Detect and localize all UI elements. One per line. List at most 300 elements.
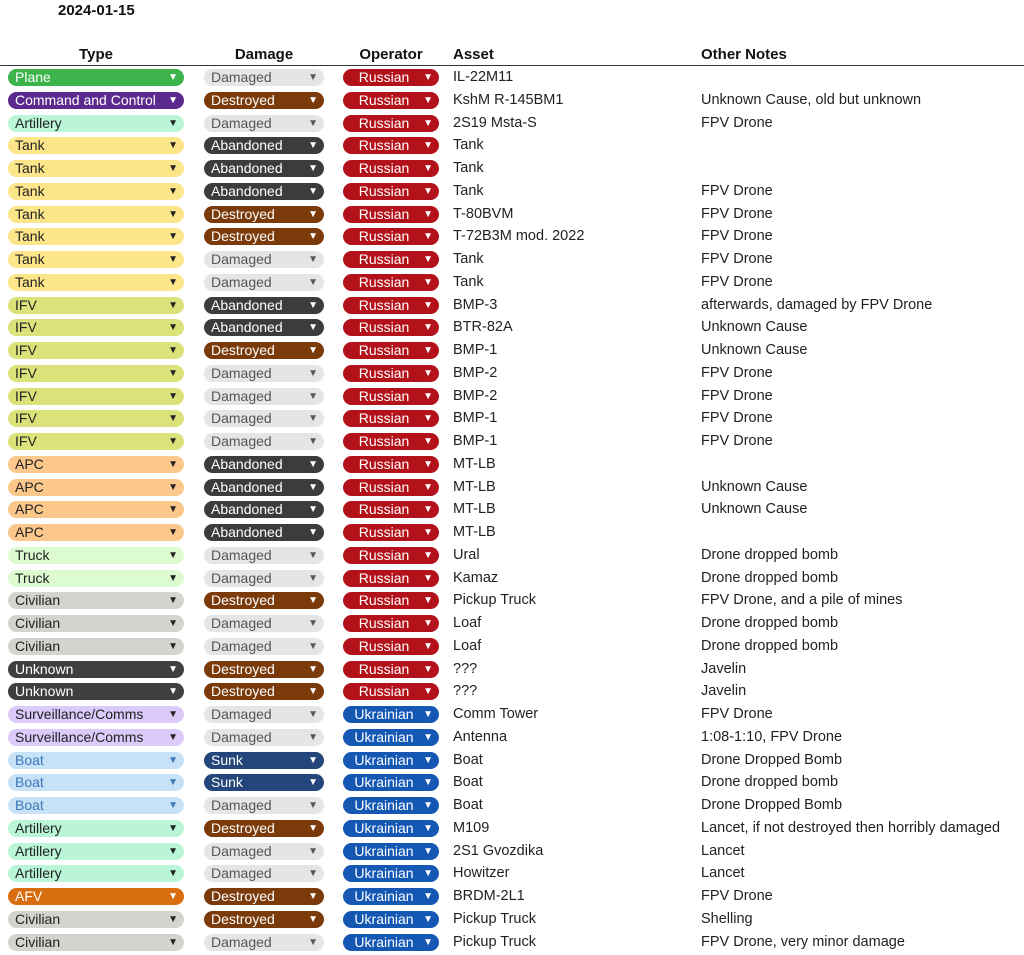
operator-dropdown[interactable]: [343, 137, 439, 154]
type-dropdown[interactable]: [8, 69, 184, 86]
type-value: Tank: [15, 228, 45, 245]
chevron-down-icon: ▼: [423, 822, 433, 834]
type-dropdown[interactable]: [8, 206, 184, 223]
operator-dropdown[interactable]: [343, 752, 439, 769]
damage-dropdown[interactable]: [204, 774, 324, 791]
table-row: [0, 794, 1024, 817]
notes-cell: FPV Drone: [701, 273, 773, 290]
damage-dropdown[interactable]: [204, 342, 324, 359]
table-row: [0, 362, 1024, 385]
damage-value: Damaged: [211, 273, 272, 290]
type-dropdown[interactable]: [8, 638, 184, 655]
notes-cell: Javelin: [701, 660, 747, 677]
chevron-down-icon: ▼: [423, 163, 433, 174]
type-dropdown[interactable]: [8, 228, 184, 245]
chevron-down-icon: ▼: [168, 140, 178, 152]
type-dropdown[interactable]: [8, 388, 184, 405]
damage-dropdown[interactable]: [204, 843, 324, 860]
operator-value: Ukrainian: [354, 865, 414, 882]
damage-dropdown[interactable]: [204, 297, 324, 314]
damage-value: Damaged: [211, 410, 272, 427]
type-value: IFV: [15, 342, 37, 358]
chevron-down-icon: ▼: [423, 299, 433, 311]
operator-dropdown[interactable]: [343, 274, 439, 291]
chevron-down-icon: ▼: [423, 595, 433, 607]
notes-cell: 1:08-1:10, FPV Drone: [701, 728, 843, 745]
asset-cell: IL-22M11: [453, 69, 514, 85]
operator-dropdown[interactable]: [343, 888, 439, 905]
chevron-down-icon: ▼: [423, 390, 433, 402]
chevron-down-icon: ▼: [423, 231, 433, 243]
type-value: Tank: [15, 137, 45, 154]
asset-cell: Boat: [453, 774, 483, 791]
type-value: IFV: [15, 410, 37, 427]
damage-dropdown[interactable]: [204, 228, 324, 245]
chevron-down-icon: ▼: [168, 754, 178, 766]
asset-cell: Howitzer: [453, 865, 510, 882]
operator-value: Russian: [358, 410, 410, 427]
operator-dropdown[interactable]: [343, 911, 439, 928]
operator-dropdown[interactable]: [343, 69, 439, 86]
damage-value: Destroyed: [211, 228, 275, 245]
damage-dropdown[interactable]: [204, 661, 324, 678]
table-row: [0, 862, 1024, 885]
operator-dropdown[interactable]: [343, 797, 439, 814]
operator-dropdown[interactable]: [343, 820, 439, 837]
type-value: Artillery: [15, 114, 62, 131]
type-value: Surveillance/Comms: [15, 706, 144, 722]
operator-value: Russian: [358, 683, 410, 700]
table-row: [0, 749, 1024, 772]
damage-dropdown[interactable]: [204, 524, 324, 541]
operator-dropdown[interactable]: [343, 115, 439, 132]
notes-cell: Drone Dropped Bomb: [701, 797, 843, 813]
chevron-down-icon: ▼: [168, 322, 178, 334]
asset-cell: MT-LB: [453, 478, 496, 495]
table-row: [0, 726, 1024, 749]
chevron-down-icon: ▼: [168, 686, 178, 698]
chevron-down-icon: ▼: [168, 436, 178, 447]
type-dropdown[interactable]: [8, 319, 184, 336]
operator-value: Ukrainian: [354, 751, 414, 768]
notes-cell: Javelin: [701, 683, 747, 700]
operator-value: Ukrainian: [354, 797, 414, 813]
asset-cell: BMP-3: [453, 296, 498, 313]
chevron-down-icon: ▼: [168, 663, 178, 675]
operator-dropdown[interactable]: [343, 638, 439, 655]
chevron-down-icon: ▼: [423, 276, 433, 288]
asset-cell: BTR-82A: [453, 319, 513, 336]
type-dropdown[interactable]: [8, 820, 184, 837]
damage-dropdown[interactable]: [204, 251, 324, 268]
type-dropdown[interactable]: [8, 115, 184, 132]
operator-value: Russian: [358, 273, 410, 290]
asset-cell: T-80BVM: [453, 205, 514, 222]
damage-dropdown[interactable]: [204, 274, 324, 291]
chevron-down-icon: ▼: [168, 800, 178, 811]
chevron-down-icon: ▼: [308, 367, 318, 379]
damage-dropdown[interactable]: [204, 820, 324, 837]
chevron-down-icon: ▼: [168, 845, 178, 857]
type-dropdown[interactable]: [8, 137, 184, 154]
type-dropdown[interactable]: [8, 297, 184, 314]
damage-dropdown[interactable]: [204, 729, 324, 746]
damage-value: Damaged: [211, 364, 272, 381]
chevron-down-icon: ▼: [308, 595, 318, 607]
notes-cell: FPV Drone: [701, 364, 773, 381]
notes-cell: Unknown Cause: [701, 319, 808, 336]
chevron-down-icon: ▼: [308, 504, 318, 516]
chevron-down-icon: ▼: [423, 891, 433, 902]
notes-cell: Shelling: [701, 910, 753, 927]
type-dropdown[interactable]: [8, 501, 184, 518]
operator-dropdown[interactable]: [343, 547, 439, 564]
chevron-down-icon: ▼: [308, 436, 318, 447]
asset-cell: Boat: [453, 797, 483, 813]
damage-dropdown[interactable]: [204, 137, 324, 154]
notes-cell: FPV Drone: [701, 205, 773, 222]
damage-dropdown[interactable]: [204, 683, 324, 700]
type-dropdown[interactable]: [8, 456, 184, 473]
table-row: [0, 157, 1024, 180]
type-dropdown[interactable]: [8, 524, 184, 541]
type-dropdown[interactable]: [8, 683, 184, 700]
type-dropdown[interactable]: [8, 774, 184, 791]
type-value: Civilian: [15, 615, 61, 631]
operator-value: Ukrainian: [354, 706, 414, 722]
table-row: [0, 817, 1024, 840]
damage-dropdown[interactable]: [204, 752, 324, 769]
damage-value: Destroyed: [211, 592, 275, 609]
notes-cell: Unknown Cause, old but unknown: [701, 91, 922, 108]
chevron-down-icon: ▼: [168, 185, 178, 197]
operator-dropdown[interactable]: [343, 683, 439, 700]
chevron-down-icon: ▼: [423, 572, 433, 584]
chevron-down-icon: ▼: [423, 481, 433, 493]
chevron-down-icon: ▼: [168, 936, 178, 948]
notes-cell: Lancet: [701, 865, 745, 882]
type-value: Civilian: [15, 637, 61, 654]
operator-dropdown[interactable]: [343, 183, 439, 200]
operator-value: Russian: [358, 182, 410, 199]
notes-cell: Lancet, if not destroyed then horribly damaged: [701, 819, 1001, 836]
table-row: [0, 567, 1024, 590]
type-dropdown[interactable]: [8, 433, 184, 450]
type-dropdown[interactable]: [8, 479, 184, 496]
type-dropdown[interactable]: [8, 547, 184, 564]
asset-cell: Boat: [453, 751, 483, 768]
operator-value: Russian: [358, 433, 410, 449]
operator-dropdown[interactable]: [343, 456, 439, 473]
operator-value: Russian: [358, 319, 410, 336]
table-row: [0, 840, 1024, 863]
table-row: [0, 476, 1024, 499]
damage-dropdown[interactable]: [204, 319, 324, 336]
damage-value: Destroyed: [211, 910, 275, 927]
damage-dropdown[interactable]: [204, 888, 324, 905]
notes-cell: FPV Drone: [701, 433, 773, 449]
chevron-down-icon: ▼: [423, 140, 433, 152]
damage-dropdown[interactable]: [204, 115, 324, 132]
damage-dropdown[interactable]: [204, 183, 324, 200]
type-dropdown[interactable]: [8, 274, 184, 291]
chevron-down-icon: ▼: [168, 276, 178, 288]
operator-dropdown[interactable]: [343, 501, 439, 518]
type-dropdown[interactable]: [8, 865, 184, 882]
damage-value: Damaged: [211, 114, 272, 131]
damage-value: Damaged: [211, 387, 272, 404]
operator-dropdown[interactable]: [343, 592, 439, 609]
damage-value: Abandoned: [211, 296, 283, 313]
operator-dropdown[interactable]: [343, 297, 439, 314]
type-value: APC: [15, 501, 44, 518]
type-dropdown[interactable]: [8, 843, 184, 860]
operator-value: Russian: [358, 342, 410, 358]
operator-dropdown[interactable]: [343, 729, 439, 746]
type-dropdown[interactable]: [8, 661, 184, 678]
table-row: [0, 612, 1024, 635]
type-value: Civilian: [15, 592, 61, 609]
asset-cell: M109: [453, 819, 490, 836]
damage-value: Abandoned: [211, 501, 283, 518]
damage-value: Damaged: [211, 706, 272, 722]
chevron-down-icon: ▼: [308, 777, 318, 789]
notes-cell: FPV Drone: [701, 228, 773, 245]
damage-dropdown[interactable]: [204, 706, 324, 723]
type-value: IFV: [15, 296, 37, 313]
type-value: Civilian: [15, 933, 61, 950]
type-dropdown[interactable]: [8, 342, 184, 359]
operator-dropdown[interactable]: [343, 934, 439, 951]
table-row: [0, 339, 1024, 362]
type-dropdown[interactable]: [8, 706, 184, 723]
type-value: Surveillance/Comms: [15, 728, 144, 745]
damage-value: Abandoned: [211, 160, 283, 176]
operator-dropdown[interactable]: [343, 228, 439, 245]
table-row: [0, 703, 1024, 726]
chevron-down-icon: ▼: [168, 94, 178, 106]
asset-cell: Loaf: [453, 615, 482, 631]
type-value: Artillery: [15, 865, 62, 882]
type-dropdown[interactable]: [8, 729, 184, 746]
operator-value: Russian: [358, 69, 410, 85]
chevron-down-icon: ▼: [168, 254, 178, 265]
chevron-down-icon: ▼: [168, 367, 178, 379]
damage-dropdown[interactable]: [204, 547, 324, 564]
chevron-down-icon: ▼: [308, 185, 318, 197]
type-value: IFV: [15, 433, 37, 449]
chevron-down-icon: ▼: [423, 913, 433, 925]
table-row: [0, 248, 1024, 271]
asset-cell: Comm Tower: [453, 706, 539, 722]
type-value: Tank: [15, 160, 45, 176]
damage-dropdown[interactable]: [204, 206, 324, 223]
chevron-down-icon: ▼: [308, 458, 318, 470]
chevron-down-icon: ▼: [168, 458, 178, 470]
type-dropdown[interactable]: [8, 911, 184, 928]
chevron-down-icon: ▼: [308, 709, 318, 720]
table-row: [0, 885, 1024, 908]
damage-dropdown[interactable]: [204, 433, 324, 450]
operator-dropdown[interactable]: [343, 251, 439, 268]
damage-value: Damaged: [211, 546, 272, 563]
asset-cell: BMP-2: [453, 387, 498, 404]
table-row: [0, 407, 1024, 430]
type-dropdown[interactable]: [8, 92, 184, 109]
asset-cell: Antenna: [453, 728, 508, 745]
type-dropdown[interactable]: [8, 615, 184, 632]
chevron-down-icon: ▼: [308, 254, 318, 265]
damage-dropdown[interactable]: [204, 934, 324, 951]
asset-cell: Loaf: [453, 637, 482, 654]
notes-cell: Drone dropped bomb: [701, 774, 839, 791]
type-value: Tank: [15, 205, 45, 222]
table-row: [0, 180, 1024, 203]
notes-cell: FPV Drone: [701, 182, 773, 199]
operator-value: Russian: [358, 160, 410, 176]
asset-cell: ???: [453, 683, 478, 700]
damage-dropdown[interactable]: [204, 365, 324, 382]
operator-value: Russian: [358, 615, 410, 631]
operator-dropdown[interactable]: [343, 160, 439, 177]
damage-dropdown[interactable]: [204, 456, 324, 473]
table-row: [0, 658, 1024, 681]
operator-value: Russian: [358, 478, 410, 495]
damage-dropdown[interactable]: [204, 592, 324, 609]
operator-dropdown[interactable]: [343, 479, 439, 496]
chevron-down-icon: ▼: [423, 185, 433, 197]
damage-value: Abandoned: [211, 524, 283, 540]
damage-dropdown[interactable]: [204, 865, 324, 882]
chevron-down-icon: ▼: [168, 345, 178, 356]
operator-dropdown[interactable]: [343, 843, 439, 860]
chevron-down-icon: ▼: [423, 322, 433, 334]
table-row: [0, 544, 1024, 567]
type-value: APC: [15, 524, 44, 540]
operator-dropdown[interactable]: [343, 365, 439, 382]
chevron-down-icon: ▼: [168, 390, 178, 402]
operator-dropdown[interactable]: [343, 524, 439, 541]
chevron-down-icon: ▼: [423, 549, 433, 561]
type-dropdown[interactable]: [8, 752, 184, 769]
damage-dropdown[interactable]: [204, 388, 324, 405]
damage-dropdown[interactable]: [204, 69, 324, 86]
chevron-down-icon: ▼: [168, 481, 178, 493]
damage-dropdown[interactable]: [204, 638, 324, 655]
type-dropdown[interactable]: [8, 570, 184, 587]
operator-dropdown[interactable]: [343, 615, 439, 632]
operator-value: Ukrainian: [354, 910, 414, 927]
chevron-down-icon: ▼: [308, 94, 318, 106]
asset-cell: Tank: [453, 160, 484, 176]
chevron-down-icon: ▼: [308, 276, 318, 288]
operator-value: Ukrainian: [354, 819, 414, 836]
chevron-down-icon: ▼: [308, 549, 318, 561]
chevron-down-icon: ▼: [308, 640, 318, 652]
operator-dropdown[interactable]: [343, 319, 439, 336]
damage-value: Damaged: [211, 728, 272, 745]
damage-value: Abandoned: [211, 319, 283, 336]
damage-dropdown[interactable]: [204, 570, 324, 587]
table-row: [0, 225, 1024, 248]
table-row: [0, 89, 1024, 112]
damage-value: Damaged: [211, 637, 272, 654]
chevron-down-icon: ▼: [308, 845, 318, 857]
operator-dropdown[interactable]: [343, 206, 439, 223]
chevron-down-icon: ▼: [308, 731, 318, 743]
notes-cell: Drone dropped bomb: [701, 569, 839, 586]
type-dropdown[interactable]: [8, 934, 184, 951]
type-dropdown[interactable]: [8, 592, 184, 609]
type-dropdown[interactable]: [8, 183, 184, 200]
chevron-down-icon: ▼: [423, 709, 433, 720]
operator-dropdown[interactable]: [343, 706, 439, 723]
asset-cell: BRDM-2L1: [453, 888, 525, 904]
damage-dropdown[interactable]: [204, 615, 324, 632]
damage-dropdown[interactable]: [204, 501, 324, 518]
notes-cell: Unknown Cause: [701, 501, 808, 518]
column-header-asset: Asset: [453, 46, 494, 63]
type-dropdown[interactable]: [8, 797, 184, 814]
damage-dropdown[interactable]: [204, 479, 324, 496]
damage-dropdown[interactable]: [204, 911, 324, 928]
chevron-down-icon: ▼: [423, 367, 433, 379]
chevron-down-icon: ▼: [423, 527, 433, 538]
chevron-down-icon: ▼: [308, 686, 318, 698]
type-dropdown[interactable]: [8, 888, 184, 905]
type-dropdown[interactable]: [8, 251, 184, 268]
table-row: [0, 385, 1024, 408]
type-dropdown[interactable]: [8, 410, 184, 427]
damage-value: Damaged: [211, 797, 272, 813]
asset-cell: BMP-1: [453, 342, 498, 358]
chevron-down-icon: ▼: [423, 618, 433, 629]
operator-dropdown[interactable]: [343, 865, 439, 882]
chevron-down-icon: ▼: [168, 549, 178, 561]
chevron-down-icon: ▼: [308, 72, 318, 83]
chevron-down-icon: ▼: [423, 436, 433, 447]
chevron-down-icon: ▼: [168, 640, 178, 652]
operator-value: Ukrainian: [354, 842, 414, 859]
operator-dropdown[interactable]: [343, 774, 439, 791]
chevron-down-icon: ▼: [168, 413, 178, 425]
operator-dropdown[interactable]: [343, 388, 439, 405]
type-dropdown[interactable]: [8, 160, 184, 177]
chevron-down-icon: ▼: [423, 640, 433, 652]
chevron-down-icon: ▼: [168, 709, 178, 720]
damage-dropdown[interactable]: [204, 797, 324, 814]
damage-dropdown[interactable]: [204, 92, 324, 109]
table-row: [0, 203, 1024, 226]
type-value: APC: [15, 455, 44, 472]
chevron-down-icon: ▼: [168, 208, 178, 220]
operator-dropdown[interactable]: [343, 661, 439, 678]
type-value: Unknown: [15, 683, 74, 700]
type-dropdown[interactable]: [8, 365, 184, 382]
damage-value: Damaged: [211, 69, 272, 85]
damage-dropdown[interactable]: [204, 410, 324, 427]
type-value: Civilian: [15, 910, 61, 927]
operator-dropdown[interactable]: [343, 410, 439, 427]
operator-dropdown[interactable]: [343, 433, 439, 450]
damage-dropdown[interactable]: [204, 160, 324, 177]
chevron-down-icon: ▼: [308, 891, 318, 902]
chevron-down-icon: ▼: [423, 754, 433, 766]
operator-dropdown[interactable]: [343, 92, 439, 109]
operator-dropdown[interactable]: [343, 570, 439, 587]
notes-cell: FPV Drone: [701, 114, 773, 131]
operator-dropdown[interactable]: [343, 342, 439, 359]
